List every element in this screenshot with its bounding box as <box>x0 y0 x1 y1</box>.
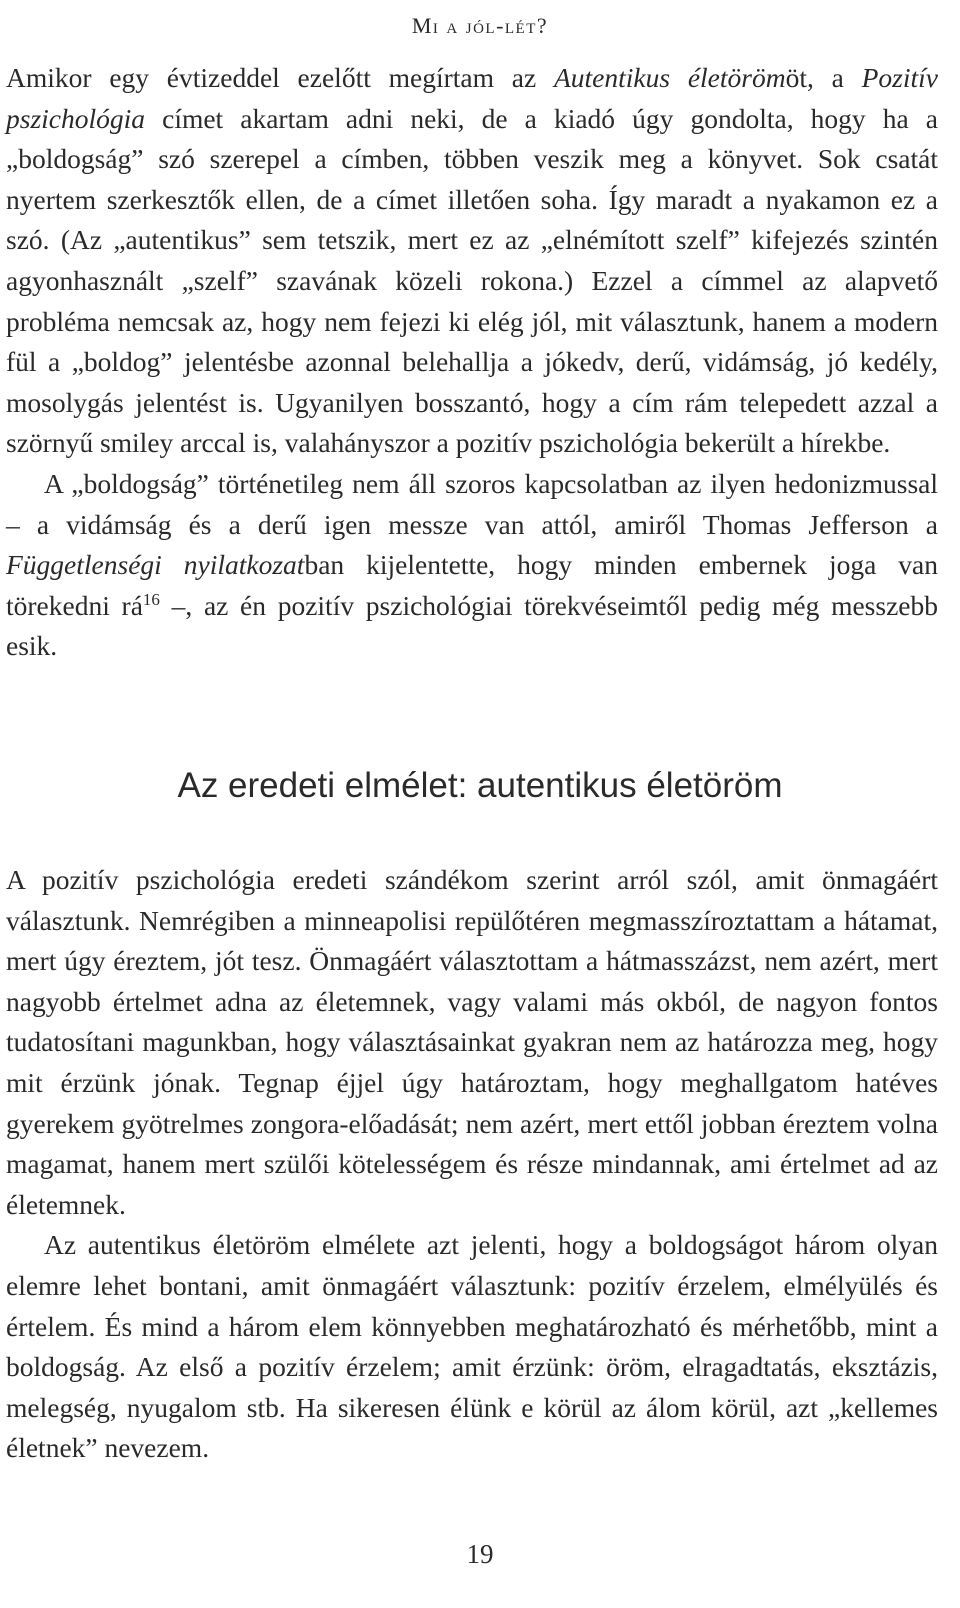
footnote-marker: 16 <box>142 589 160 609</box>
book-title-italic: Autentikus életöröm <box>553 62 786 93</box>
section-heading: Az eredeti elmélet: autentikus életöröm <box>177 766 783 805</box>
section-text-block <box>6 860 938 1469</box>
book-title-italic: Pozitív pszichológia <box>6 62 938 134</box>
intro-text-block <box>6 58 938 667</box>
paragraph-4: Az autentikus életöröm elmélete azt jelenti, hogy a boldogságot három olyan elemre lehet bontani, amit önmagáért választunk: pozitív érzelem, elmélyülés és értelem. És mind a három elem könnyebben meghatározható és mérhetőbb, mint a boldogság. Az első a pozitív érzelem; amit érzünk: öröm, elragadtatás, eksztázis, melegség, nyugalom stb. Ha sikeresen élünk e körül az álom körül, azt „kellemes életnek” nevezem. <box>6 1229 938 1464</box>
page-number: 19 <box>466 1539 494 1569</box>
paragraph-1: Amikor egy évtizeddel ezelőtt megírtam az Autentikus életörömöt, a Pozitív pszichológia címet akartam adni neki, de a kiadó úgy gondolta, hogy ha a „boldogság” szó szerepel a címben, többen veszik meg a könyvet. Sok csatát nyertem szerkesztők ellen, de a címet illetően soha. Így maradt a nyakamon ez a szó. (Az „autentikus” sem tetszik, mert ez az „elnémított szelf” kifejezés szintén agyonhasznált „szelf” szavának közeli rokona.) Ezzel a címmel az alapvető probléma nemcsak az, hogy nem fejezi ki elég jól, mit választunk, hanem a modern fül a „boldog” jelentésbe azonnal belehallja a jókedv, derű, vidámság, jó kedély, mosolygás jelentést is. Ugyanilyen bosszantó, hogy a cím rám telepedett azzal a szörnyű smiley arccal is, valahányszor a pozitív pszichológia bekerült a hírekbe. <box>6 62 938 459</box>
paragraph-2: A „boldogság” történetileg nem áll szoros kapcsolatban az ilyen hedonizmussal – a vidámság és a derű igen messze van attól, amiről Thomas Jefferson a Függetlenségi nyilatkozatban kijelentette, hogy minden embernek joga van törekedni $rá^{16}$ –, az én pozitív pszichológiai törekvéseimtől pedig még messzebb esik. <box>6 467 939 662</box>
document-title-italic: Függetlenségi nyilatkozat <box>6 549 305 581</box>
running-head: Mi a jól-lét? <box>411 13 549 38</box>
paragraph-3: A pozitív pszichológia eredeti szándékom szerint arról szól, amit önmagáért választunk. Nemrégiben a minneapolisi repülőtéren megmasszíroztattam a hátamat, mert úgy éreztem, jót tesz. Önmagáért választottam a hátmasszázst, nem azért, mert nagyobb értelmet adna az életemnek, vagy valami más okból, de nagyon fontos tudatosítani magunkban, hogy választásainkat gyakran nem az határozza meg, hogy mit érzünk jónak. Tegnap éjjel úgy határoztam, hogy meghallgatom hatéves gyerekem gyötrelmes zongora-előadását; nem azért, mert ettől jobban éreztem volna magamat, hanem mert szülői kötelességem és része mindannak, ami értelmet ad az életemnek. <box>6 864 938 1220</box>
